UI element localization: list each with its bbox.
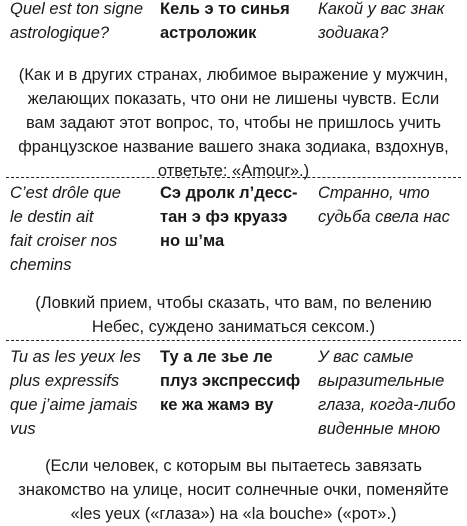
transcription: [152, 0, 310, 45]
text-line: ответьте: «Amour».): [157, 162, 310, 180]
divider: [6, 177, 461, 178]
text-line: Странно, что: [318, 184, 430, 202]
text-line: тан э фэ круазэ: [160, 208, 288, 226]
french-phrase: [0, 345, 152, 441]
text-line: vus: [10, 420, 36, 438]
phrase-row-3: [0, 345, 467, 441]
text-line: знакомство на улице, носит солнечные очки, поменяйте: [18, 481, 449, 499]
transcription: [152, 181, 310, 277]
text-line: que j’aime jamais: [10, 396, 138, 414]
text-line: chemins: [10, 256, 72, 274]
text-line: судьба свела нас: [318, 208, 450, 226]
text-line: ке жа жамэ ву: [160, 396, 274, 414]
transcription: [152, 345, 310, 441]
phrase-note-3: [0, 454, 467, 526]
text-line: выразительные: [318, 372, 445, 390]
text-line: C’est drôle que: [10, 184, 121, 202]
phrase-note-2: [0, 291, 467, 339]
text-line: но ш’ма: [160, 232, 225, 250]
text-line: «les yeux («глаза») на «la bouche» («рот».): [70, 505, 397, 523]
divider: [6, 340, 461, 341]
phrase-row-1: [0, 0, 467, 45]
text-line: вам задают этот вопрос, то, чтобы не пришлось учить: [25, 114, 442, 132]
text-line: Сэ дролк л’десс-: [160, 184, 298, 202]
text-line: (Как и в других странах, любимое выражение у мужчин,: [18, 66, 449, 84]
text-line: Tu as les yeux les: [10, 348, 141, 366]
text-line: желающих показать, что они не лишены чувств. Если: [27, 90, 440, 108]
text-line: (Если человек, с которым вы пытаетесь завязать: [45, 457, 422, 475]
text-line: Quel est ton signe: [10, 0, 143, 18]
text-line: (Ловкий прием, чтобы сказать, что вам, по велению: [35, 294, 432, 312]
phrase-row-2: [0, 181, 467, 277]
text-line: Ту а ле зье ле: [160, 348, 273, 366]
text-line: астроложик: [160, 24, 257, 42]
french-phrase: [0, 181, 152, 277]
french-phrase: [0, 0, 152, 45]
russian-translation: [310, 181, 467, 277]
text-line: Какой у вас знак: [318, 0, 445, 18]
text-line: astrologique?: [10, 24, 110, 42]
phrase-note-1: [0, 63, 467, 183]
text-line: плуз экспрессиф: [160, 372, 301, 390]
text-line: Небес, суждено заниматься сексом.): [91, 318, 376, 336]
russian-translation: [310, 345, 467, 441]
text-line: le destin ait: [10, 208, 94, 226]
text-line: fait croiser nos: [10, 232, 118, 250]
text-line: plus expressifs: [10, 372, 120, 390]
text-line: виденные мною: [318, 420, 441, 438]
text-line: французское название вашего знака зодиака, вздохнув,: [18, 138, 449, 156]
text-line: У вас самые: [318, 348, 414, 366]
russian-translation: [310, 0, 467, 45]
text-line: глаза, когда-либо: [318, 396, 456, 414]
text-line: зодиака?: [318, 24, 389, 42]
text-line: Кель э то синья: [160, 0, 290, 18]
